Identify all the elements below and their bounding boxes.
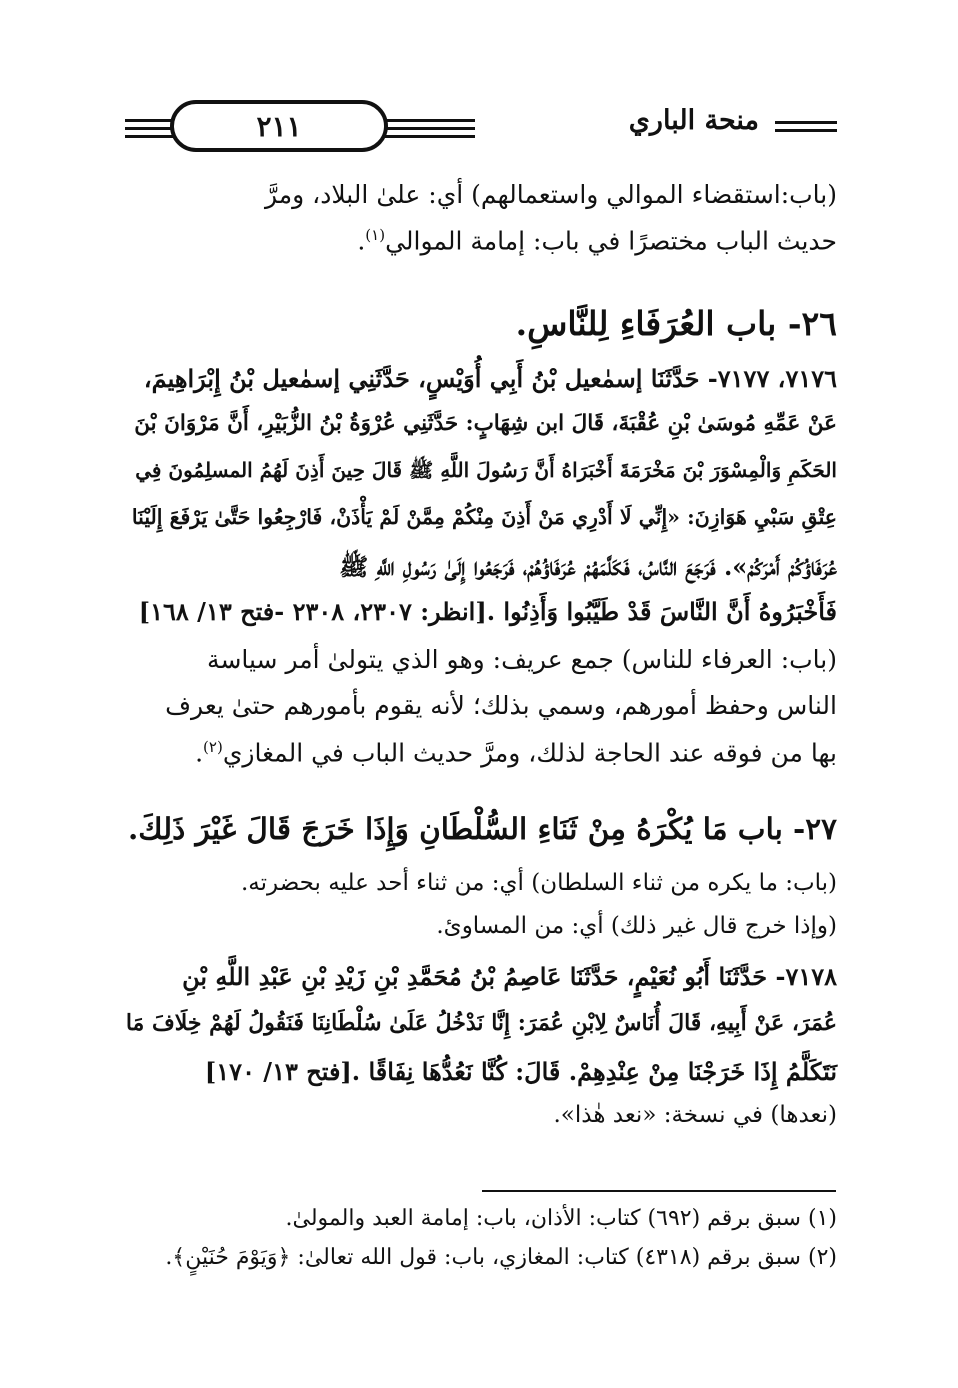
commentary-line: (باب: العرفاء للناس) جمع عريف: وهو الذي يتولىٰ أمر سياسة: [207, 645, 837, 674]
footnote-ref-1: (١): [365, 226, 386, 244]
hadith-line: فَأَخْبَرُوهُ أَنَّ النَّاسَ قَدْ طَيَّبُوا وَأَذِنُوا .[انظر: ٢٣٠٧، ٢٣٠٨ -فتح ١٣/ ١٦٨]: [138, 597, 837, 626]
chapter-heading: ٢٧- باب مَا يُكْرَهُ مِنْ ثَنَاءِ السُّلْطَانِ وَإِذَا خَرَجَ قَالَ غَيْرَ ذَلِكَ.: [128, 811, 837, 846]
commentary-line: حديث الباب مختصرًا في باب: إمامة الموالي$^{(١)}$.: [357, 226, 837, 256]
hadith-line: الحَكَمِ وَالْمِسْوَرَ بْنَ مَخْرَمَةَ أَخْبَرَاهُ أَنَّ رَسُولَ اللَّهِ ﷺ قَالَ حِينَ أَذِنَ لَهُمُ المسلِمُونَ فِي: [135, 458, 837, 482]
hadith-line: عِتْقِ سَبْيِ هَوَازِنَ: «إِنِّي لَا أَدْرِي مَنْ أَذِنَ مِنْكُمْ مِمَّنْ لَمْ يَأْذَنْ، فَارْجِعُوا حَتَّىٰ يَرْفَعَ إِلَيْنَا: [131, 505, 837, 529]
hadith-line: عَنْ عَمِّهِ مُوسَىٰ بْنِ عُقْبَةَ، قَالَ ابن شِهَابٍ: حَدَّثَنِي عُرْوَةُ بْنُ الزُّبَيْرِ، أَنَّ مَرْوَانَ بْنَ: [134, 411, 837, 436]
page-number: ٢١١: [170, 100, 388, 152]
hadith-line: عُرَفَاؤُكُمْ أَمْرَكُمْ». فَرَجَعَ النَّاسُ، فَكَلَّمَهُمْ عُرَفَاؤُهُمْ، فَرَجَعُوا إِلَىٰ رَسُولِ اللَّهِ ﷺ: [339, 552, 837, 581]
footnote-2: (٢) سبق برقم (٤٣١٨) كتاب: المغازي، باب: قول الله تعالىٰ: ﴿وَيَوْمَ حُنَيْنٍ﴾.: [165, 1245, 837, 1270]
commentary-line: (باب:استقضاء الموالي واستعمالهم) أي: علىٰ البلاد، ومرَّ: [264, 180, 837, 209]
hadith-line: ٧١٧٦، ٧١٧٧- حَدَّثَنَا إسمٰعيل بْنُ أَبِي أُوَيْسٍ، حَدَّثَنِي إسمٰعيل بْنُ إِبْرَاهِيمَ،: [143, 364, 837, 393]
hadith-line: نَتَكَلَّمُ إِذَا خَرَجْنَا مِنْ عِنْدِهِمْ. قَالَ: كُنَّا نَعُدُّهَا نِفَاقًا .[فتح ١٣/ ١٧٠]: [204, 1057, 837, 1086]
commentary-line: (نعدها) في نسخة: «نعد هٰذا».: [553, 1102, 837, 1128]
footnotes: [125, 0, 837, 1388]
footnote-ref-2: (٢): [203, 738, 223, 756]
commentary-line: الناس وحفظ أمورهم، وسمي بذلك؛ لأنه يقوم بأمورهم حتىٰ يعرف: [165, 691, 837, 720]
commentary-line: بها من فوقه عند الحاجة لذلك، ومرَّ حديث الباب في المغازي$^{(٢)}$.: [195, 738, 837, 768]
chapter-heading: ٢٦- باب العُرَفَاءِ لِلنَّاسِ.: [515, 304, 837, 343]
hadith-line: عُمَرَ، عَنْ أَبِيهِ، قَالَ أُنَاسٌ لِابْنِ عُمَرَ: إِنَّا نَدْخُلُ عَلَىٰ سُلْطَانِنَا فَنَقُولُ لَهُمْ خِلَافَ مَا: [125, 1010, 837, 1036]
hadith-line: ٧١٧٨- حَدَّثَنَا أَبُو نُعَيْمٍ، حَدَّثَنَا عَاصِمُ بْنُ مُحَمَّدِ بْنِ زَيْدِ بْنِ عَبْدِ اللَّهِ بْنِ: [182, 962, 837, 991]
footnote-1: (١) سبق برقم (٦٩٢) كتاب: الأذان، باب: إمامة العبد والمولىٰ.: [285, 1206, 837, 1231]
commentary-line: (وإذا خرج قال غير ذلك) أي: من المساوئ.: [436, 913, 837, 939]
commentary-line: (باب: ما يكره من ثناء السلطان) أي: من ثناء أحد عليه بحضرته.: [241, 870, 837, 896]
book-title: منحة الباري: [628, 105, 759, 136]
